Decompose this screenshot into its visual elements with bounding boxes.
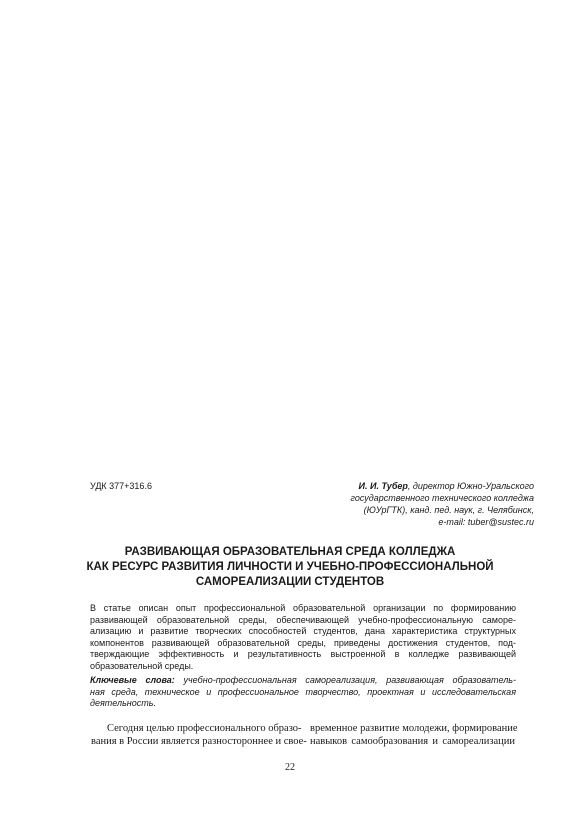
body-line: вания в России является разностороннее и свое-	[91, 736, 307, 747]
body-line: временное развитие молодежи, формирование	[310, 723, 518, 734]
author-block	[294, 480, 534, 528]
author-line-1	[294, 480, 534, 492]
abstract-line: образовательной среды.	[90, 660, 194, 671]
keywords-label: Ключевые слова:	[90, 675, 175, 685]
author-line-2: государственного технического колледжа	[350, 493, 534, 503]
abstract-line: тверждающие эффективность и результативность выстроенной в колледже развивающей	[90, 649, 516, 659]
abstract-line: компонентов развивающей образовательной среды, приведены достижения студентов, под-	[90, 637, 516, 648]
keywords-text: учебно-профессиональная самореализация, развивающая образователь-	[174, 675, 517, 685]
keywords-line: ная среда, техническое и профессиональное творчество, проектная и исследовательская	[90, 686, 516, 697]
author-position: , директор Южно-Уральского	[407, 481, 534, 491]
title-line: КАК РЕСУРС РАЗВИТИЯ ЛИЧНОСТИ И УЧЕБНО-ПРОФЕССИОНАЛЬНОЙ	[86, 561, 494, 573]
title-line: РАЗВИВАЮЩАЯ ОБРАЗОВАТЕЛЬНАЯ СРЕДА КОЛЛЕДЖА	[124, 546, 456, 558]
abstract-line: развивающей образовательной среды, обеспечивающей учебно-профессиональную саморе-	[90, 614, 516, 625]
udk-code: УДК 377+316.6	[90, 481, 152, 491]
author-email: e-mail: tuber@sustec.ru	[438, 517, 534, 527]
article-title	[60, 545, 520, 590]
page-number: 22	[285, 762, 295, 773]
abstract	[90, 603, 516, 672]
abstract-line: ализацию и развитие творческих способностей студентов, дана характеристика структурных	[90, 626, 516, 636]
body-column-right	[310, 722, 518, 748]
author-name: И. И. Тубер	[358, 481, 408, 491]
abstract-line: В статье описан опыт профессиональной образовательной организации по формированию	[90, 603, 516, 613]
body-column-left	[91, 722, 307, 748]
author-line-3: (ЮУрГТК), канд. пед. наук, г. Челябинск,	[363, 505, 534, 515]
body-line: навыков самообразования и самореализации	[310, 736, 515, 747]
keywords	[90, 675, 516, 710]
keywords-line	[90, 675, 516, 687]
title-line: САМОРЕАЛИЗАЦИИ СТУДЕНТОВ	[195, 576, 385, 588]
keywords-line: деятельность.	[90, 698, 156, 708]
body-line: Сегодня целью профессионального образо-	[107, 723, 302, 734]
